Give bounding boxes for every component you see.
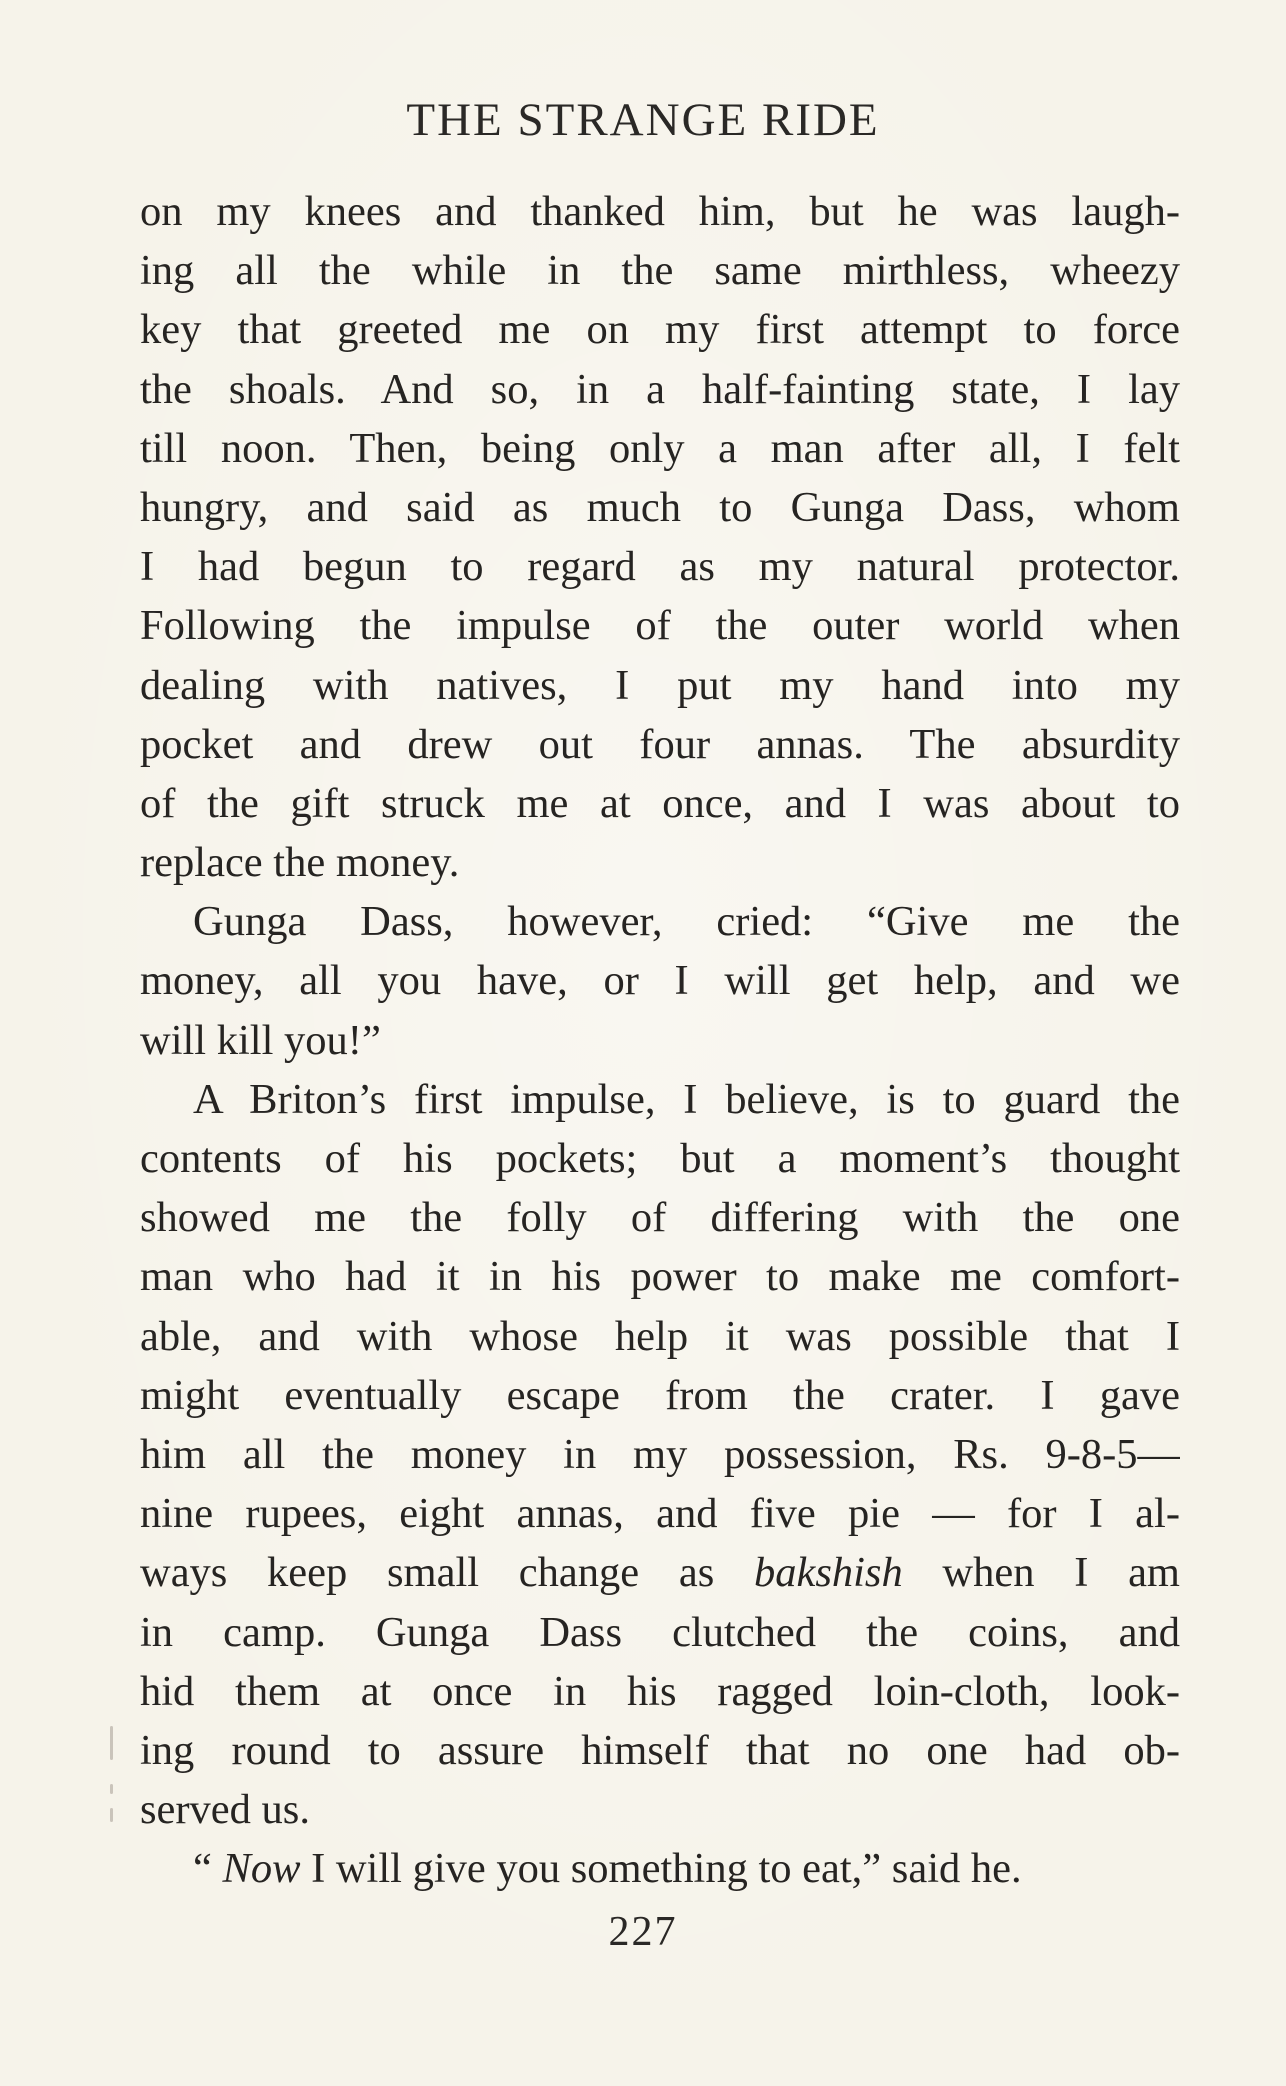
- text-line: pocket and drew out four annas. The absurdity: [140, 720, 1180, 768]
- margin-mark: [110, 1726, 113, 1760]
- text-line: Following the impulse of the outer world when: [140, 602, 1180, 650]
- text-line: I had begun to regard as my natural protector.: [140, 543, 1180, 591]
- text-line: Gunga Dass, however, cried: “Give me the: [193, 898, 1180, 946]
- text-run: ways keep small change as: [140, 1549, 754, 1597]
- text-line: will kill you!”: [140, 1016, 381, 1064]
- text-line: him all the money in my possession, Rs. 9-8-5—: [140, 1430, 1180, 1478]
- text-line: of the gift struck me at once, and I was about to: [140, 779, 1180, 827]
- text-line: showed me the folly of differing with the one: [140, 1194, 1180, 1242]
- body-text: [140, 182, 1180, 1898]
- margin-mark: [110, 1808, 113, 1822]
- text-line: key that greeted me on my first attempt to force: [140, 306, 1180, 354]
- text-line: money, all you have, or I will get help, and we: [140, 957, 1180, 1005]
- text-line: able, and with whose help it was possible that I: [140, 1312, 1180, 1360]
- italic-word: bakshish: [753, 1549, 903, 1597]
- text-run: when I am: [902, 1549, 1180, 1597]
- text-line: hid them at once in his ragged loin-cloth, look-: [140, 1667, 1180, 1715]
- text-line: replace the money.: [140, 839, 460, 887]
- text-line: A Briton’s first impulse, I believe, is to guard the: [193, 1075, 1180, 1123]
- page-number: 227: [608, 1909, 678, 1955]
- text-line: on my knees and thanked him, but he was laugh-: [140, 188, 1180, 235]
- text-line: served us.: [140, 1786, 310, 1834]
- text-line: ing round to assure himself that no one had ob-: [140, 1726, 1180, 1774]
- text-line: till noon. Then, being only a man after all, I felt: [140, 424, 1180, 472]
- margin-mark: [110, 1784, 113, 1794]
- text-line: ing all the while in the same mirthless, wheezy: [140, 247, 1180, 295]
- text-line: hungry, and said as much to Gunga Dass, whom: [140, 483, 1180, 531]
- text-run: “: [193, 1845, 223, 1893]
- text-line: nine rupees, eight annas, and five pie — for I al-: [140, 1490, 1180, 1538]
- running-head: THE STRANGE RIDE: [406, 94, 880, 146]
- text-line: the shoals. And so, in a half-fainting state, I lay: [140, 365, 1180, 413]
- text-line-with-italic: [140, 1839, 1180, 1898]
- text-line: contents of his pockets; but a moment’s thought: [140, 1135, 1180, 1182]
- text-line-with-italic: [140, 1543, 1180, 1602]
- text-run: I will give you something to eat,” said he.: [300, 1845, 1022, 1893]
- text-line: dealing with natives, I put my hand into my: [140, 661, 1180, 709]
- text-line: man who had it in his power to make me comfort-: [140, 1253, 1180, 1301]
- text-line: in camp. Gunga Dass clutched the coins, and: [140, 1608, 1180, 1656]
- text-line: might eventually escape from the crater. I gave: [140, 1371, 1180, 1419]
- italic-word: Now: [222, 1845, 301, 1893]
